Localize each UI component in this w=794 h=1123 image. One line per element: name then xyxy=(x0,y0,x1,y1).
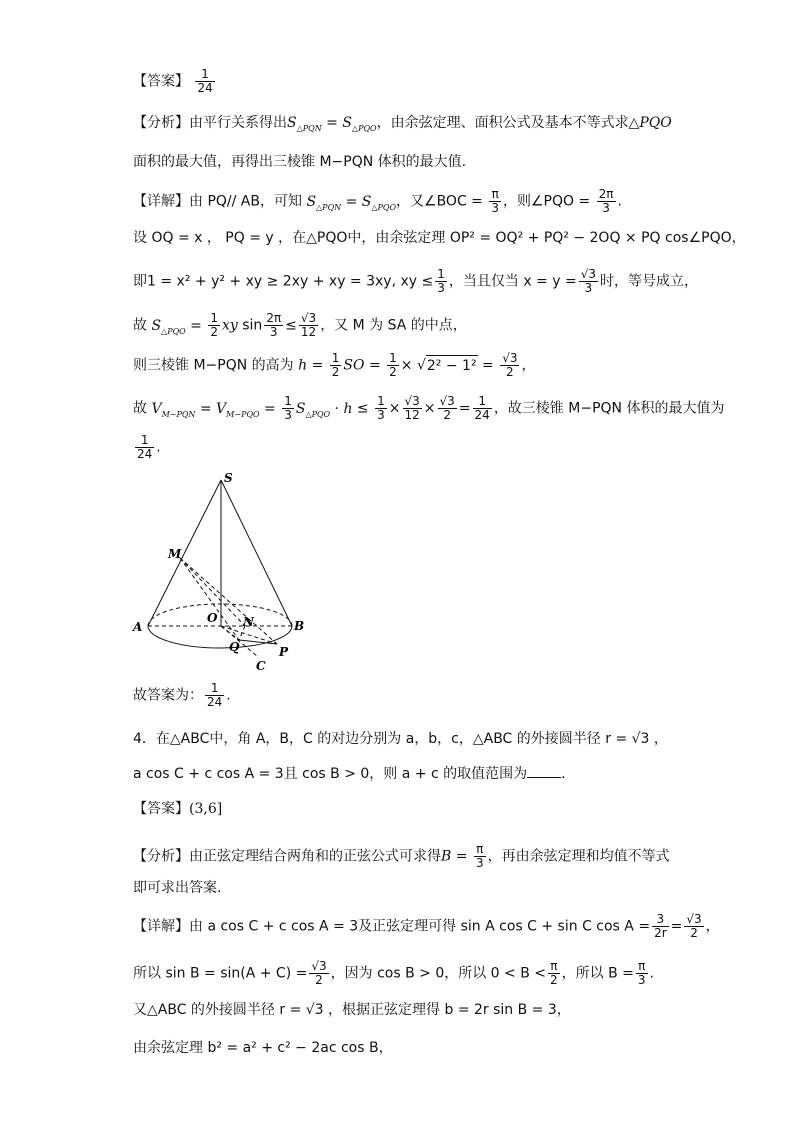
label-S: S xyxy=(224,471,233,485)
q4-detail-line2: 所以 sin B = sin(A + C) = $\frac{√3}{2}$ ，因为 cos B > 0，所以 0 < B < $\frac{\pi}{2}$ ，所以 B = $\frac{\pi}{3}$ . xyxy=(133,959,654,987)
q4-detail-line4: 由余弦定理 b² = a² + c² − 2ac cos B， xyxy=(133,1040,393,1056)
label-P: P xyxy=(279,645,289,659)
analysis-tag: 【分析】 xyxy=(133,115,189,131)
q3-analysis-line2: 面积的最大值，再得出三棱锥 M−PQN 体积的最大值. xyxy=(133,154,467,170)
q3-detail-line6: 故 $V_{M-PQN} = V_{M-PQO}$ = $\frac{1}{3}$ $S_{\triangle PQO} \cdot h$ ≤ $\frac{1}{3}$ × $\frac{√3}{12}$ × $\frac{√3}{2}$ = $\frac{1}{24}$ ，故三棱锥 M−PQN 体积的最大值为 xyxy=(133,394,725,422)
cone-figure xyxy=(125,470,315,680)
label-N: N xyxy=(243,615,254,629)
q3-answer xyxy=(133,68,217,95)
label-O: O xyxy=(207,611,218,625)
label-M: M xyxy=(168,547,182,561)
edge-SA xyxy=(148,480,221,626)
label-B: B xyxy=(294,619,305,633)
q4-analysis-line2: 即可求出答案. xyxy=(133,880,222,896)
q4-stem-line2: a cos C + c cos A = 3且 cos B > 0，则 a + c 的取值范围为 ． xyxy=(133,766,576,782)
q4-stem-line1: 4．在△ABC中，角 A，B，C 的对边分别为 a，b，c，△ABC 的外接圆半径 r = √3 ， xyxy=(133,731,668,747)
label-Q: Q xyxy=(229,640,240,654)
q4-answer: 【答案】(3,6] xyxy=(133,801,223,817)
label-C: C xyxy=(256,659,266,673)
q3-detail-line3: 即1 = x² + y² + xy ≥ 2xy + xy = 3xy, xy ≤ $\frac{1}{3}$ ，当且仅当 x = y = $\frac{√3}{3}$ 时，等号成立， xyxy=(133,267,698,295)
q3-detail-line1: 【详解】由 PQ// AB，可知 $S_{\triangle PQN} = S_{\triangle PQO}$，又∠BOC = $\frac{\pi}{3}$ ，则∠PQO = $\frac{2\pi}{3}$ . xyxy=(133,187,622,215)
q3-analysis-line1: 【分析】由平行关系得出$S_{\triangle PQN} = S_{\triangle PQO}$，由余弦定理、面积公式及基本不等式求△PQO xyxy=(133,115,672,133)
answer-fraction: $\frac{1}{24}$ xyxy=(197,67,213,95)
label-A: A xyxy=(133,620,143,634)
q3-detail-line4: 故 $S_{\triangle PQO}$ = $\frac{1}{2}$ xy sin $\frac{2\pi}{3}$ ≤ $\frac{√3}{12}$ ，又 M 为 SA 的中点， xyxy=(133,311,467,339)
base-front-arc xyxy=(148,626,292,648)
answer-blank xyxy=(527,765,561,778)
q4-detail-line1: 【详解】由 a cos C + c cos A = 3及正弦定理可得 sin A cos C + sin C cos A = $\frac{3}{2r}$ = $\frac{√3}{2}$ ， xyxy=(133,912,720,940)
detail-tag: 【详解】 xyxy=(133,193,189,210)
base-back-arc xyxy=(148,604,292,626)
area-equality: $S_{\triangle PQN} = S_{\triangle PQO}$ xyxy=(287,115,377,133)
q3-detail-line7: $\frac{1}{24}$ . xyxy=(137,433,161,461)
q3-final: 故答案为： $\frac{1}{24}$ . xyxy=(133,681,231,709)
q4-analysis-line1: 【分析】由正弦定理结合两角和的正弦公式可求得B = $\frac{\pi}{3}$ ，再由余弦定理和均值不等式 xyxy=(133,842,670,870)
edge-SB xyxy=(221,480,292,626)
q3-detail-line2: 设 OQ = x ， PQ = y ，在△PQO中，由余弦定理 OP² = OQ² + PQ² − 2OQ × PQ cos∠PQO， xyxy=(133,230,746,246)
q3-detail-line5: 则三棱锥 M−PQN 的高为 h = $\frac{1}{2}$ SO = $\frac{1}{2}$ × √2² − 1² = $\frac{√3}{2}$ ， xyxy=(133,351,536,379)
answer-tag: 【答案】 xyxy=(133,73,189,90)
q4-detail-line3: 又△ABC 的外接圆半径 r = √3 ，根据正弦定理得 b = 2r sin B = 3， xyxy=(133,1002,571,1018)
